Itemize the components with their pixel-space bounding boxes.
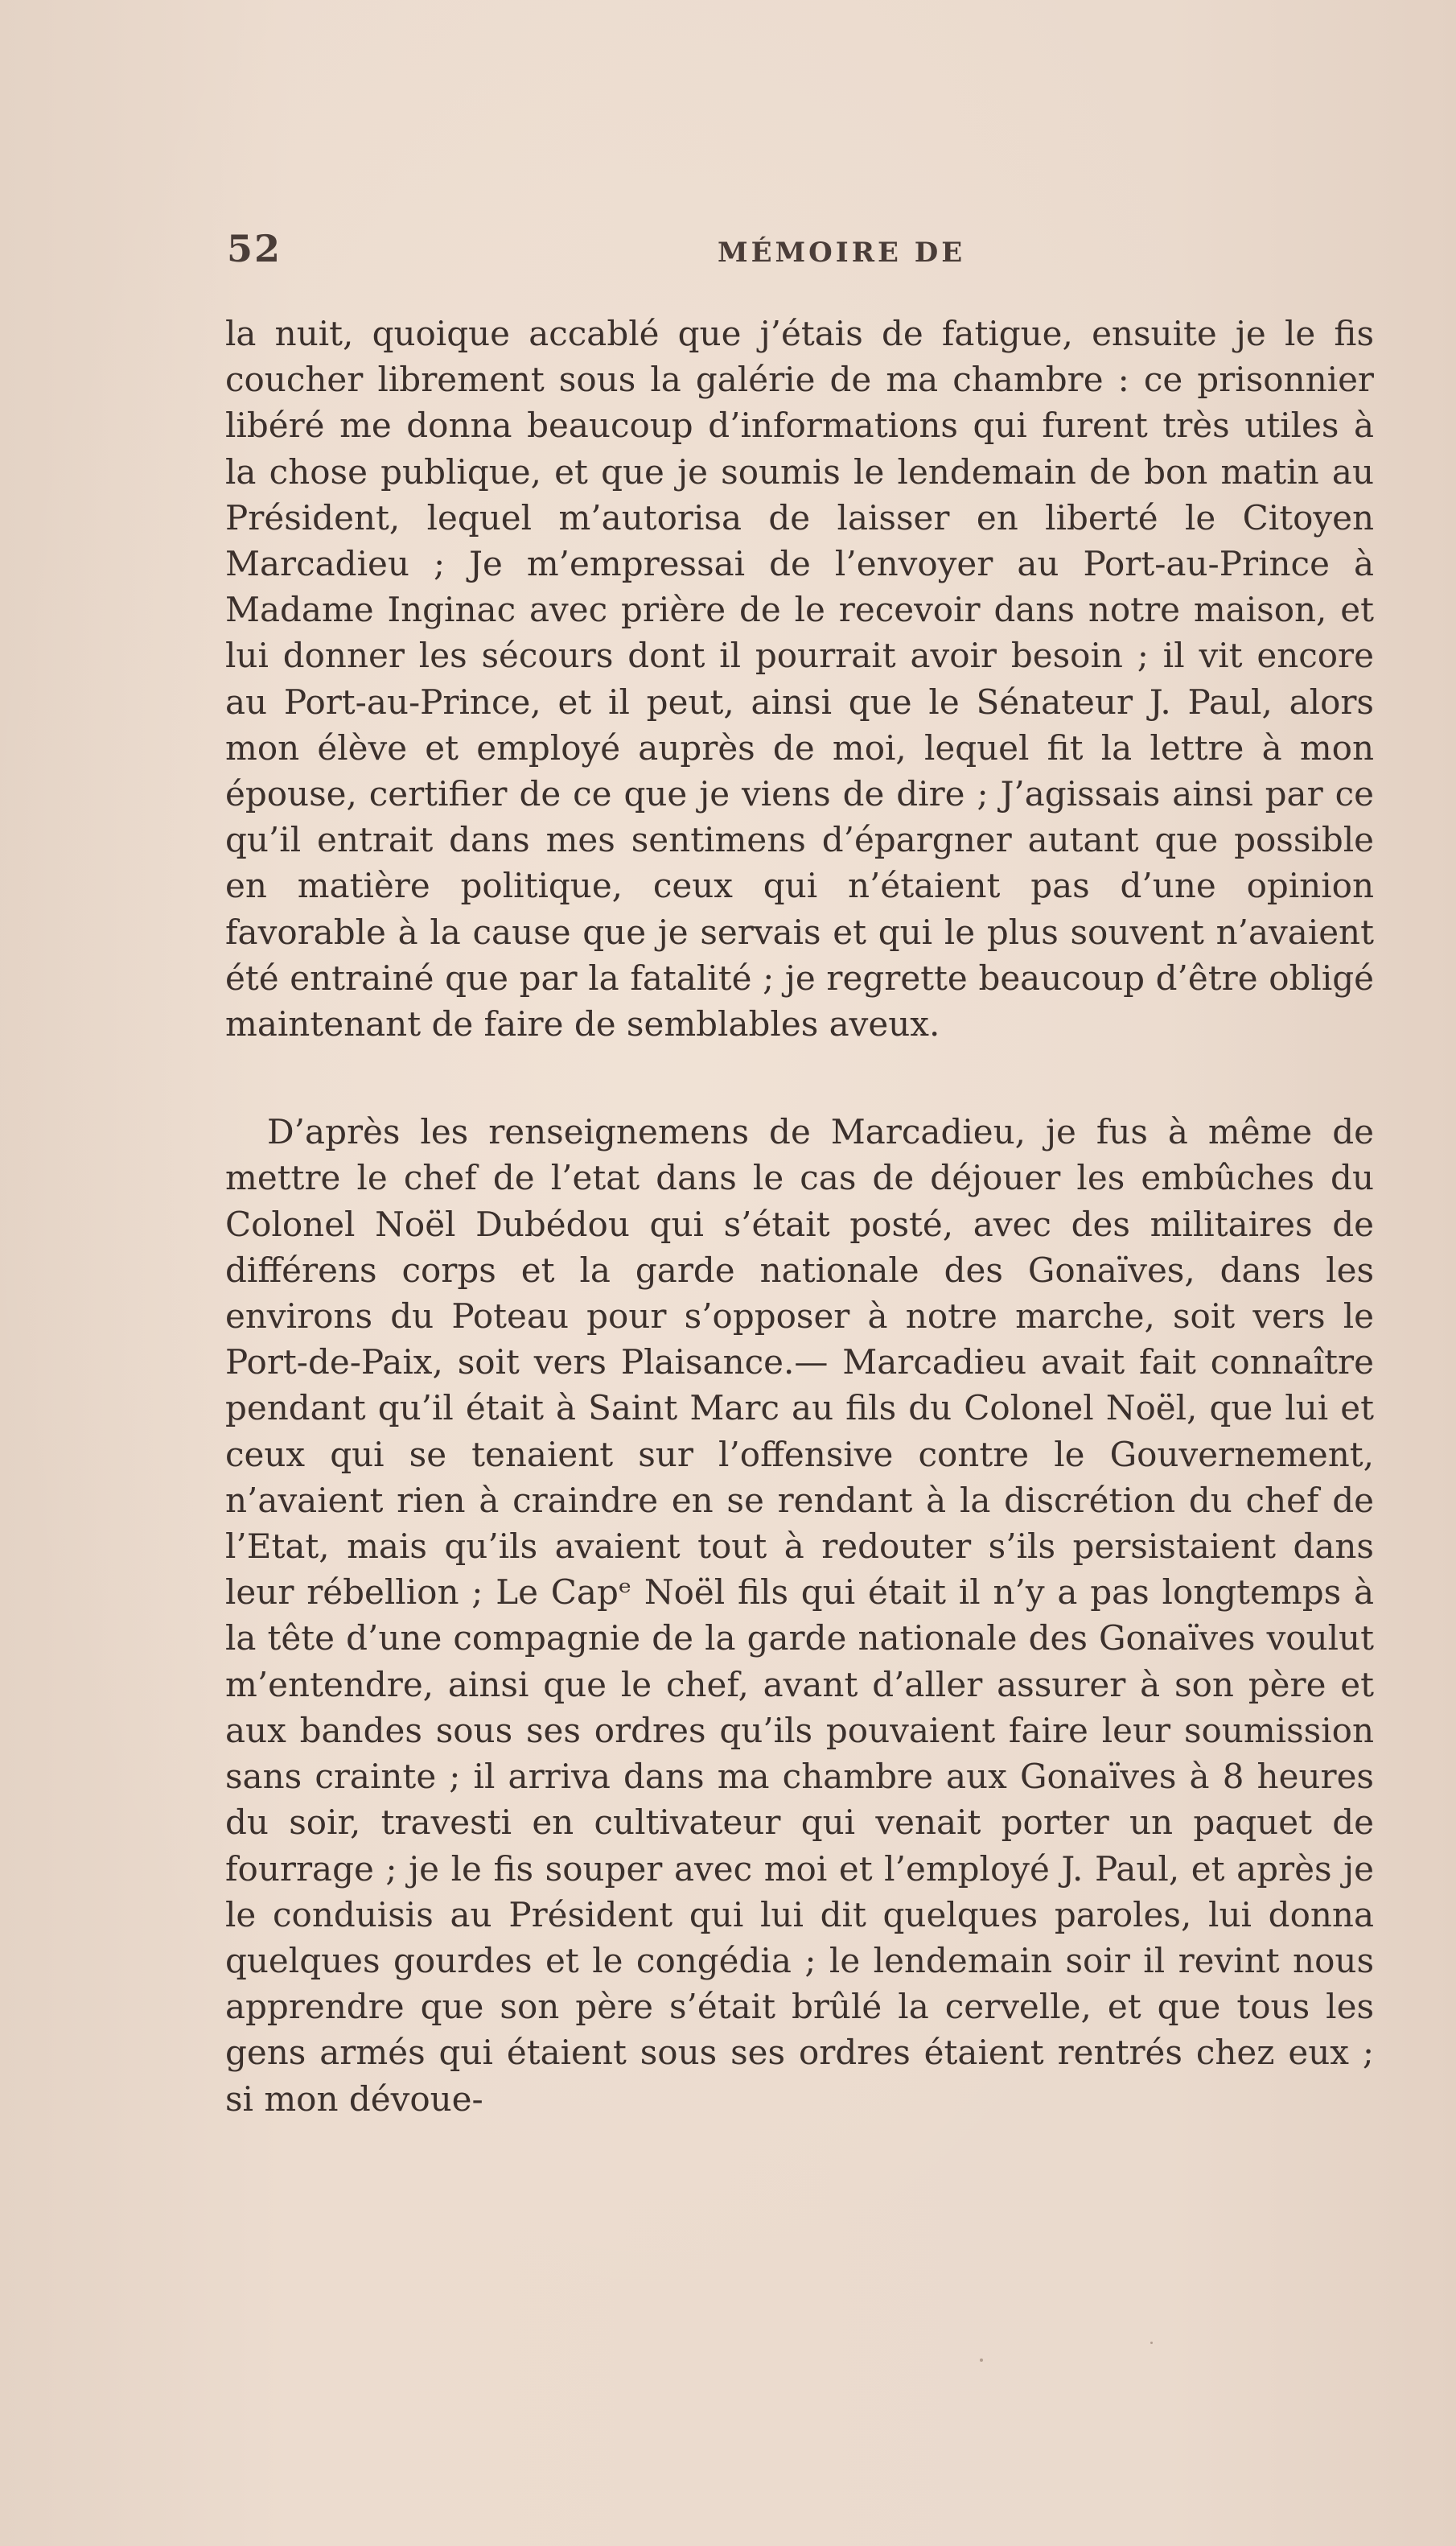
paper-speck bbox=[1150, 2342, 1153, 2344]
running-head: MÉMOIRE DE bbox=[718, 237, 966, 269]
paragraph-2: D’après les renseignemens de Marcadieu, je fus à même de mettre le chef de l’etat dans le cas de déjouer les embûches du Colonel Noël Dubédou qui s’était posté, avec des militaires de différens corps et la garde nationale des Gonaïves, dans les environs du Poteau pour s’opposer à notre marche, soit vers le Port-de-Paix, soit vers Plaisance.— Marcadieu avait fait connaître pendant qu’il était à Saint Marc au fils du Colonel Noël, que lui et ceux qui se tenaient sur l’offensive contre le Gouvernement, n’avaient rien à craindre en se rendant à la discrétion du chef de l’Etat, mais qu’ils avaient tout à redouter s’ils persistaient dans leur rébellion ; Le Capᵉ Noël fils qui était il n’y a pas longtemps à la tête d’une compagnie de la garde nationale des Gonaïves voulut m’entendre, ainsi que le chef, avant d’aller assurer à son père et aux bandes sous ses ordres qu’ils pouvaient faire leur soumission sans crainte ; il arriva dans ma chambre aux Gonaïves à 8 heures du soir, travesti en cultivateur qui venait porter un paquet de fourrage ; je le fis souper avec moi et l’employé J. Paul, et après je le conduisis au Président qui lui dit quelques paroles, lui donna quelques gourdes et le congédia ; le lendemain soir il revint nous apprendre que son père s’était brûlé la cervelle, et que tous les gens armés qui étaient sous ses ordres étaient rentrés chez eux ; si mon dévoue- bbox=[225, 1112, 1374, 2119]
paragraph-gap bbox=[225, 1047, 1374, 1109]
paragraph-1: la nuit, quoique accablé que j’étais de fatigue, ensuite je le fis coucher librement sous la galérie de ma chambre : ce prisonnier libéré me donna beaucoup d’informations qui furent très utiles à la chose publique, et que je soumis le lendemain de bon matin au Président, lequel m’autorisa de laisser en liberté le Citoyen Marcadieu ; Je m’empressai de l’envoyer au Port-au-Prince à Madame Inginac avec prière de le recevoir dans notre maison, et lui donner les sécours dont il pourrait avoir besoin ; il vit encore au Port-au-Prince, et il peut, ainsi que le Sénateur J. Paul, alors mon élève et employé auprès de moi, lequel fit la lettre à mon épouse, certifier de ce que je viens de dire ; J’agissais ainsi par ce qu’il entrait dans mes sentimens d’épargner autant que possible en matière politique, ceux qui n’étaient pas d’une opinion favorable à la cause que je servais et qui le plus souvent n’avaient été entrainé que par la fatalité ; je regrette beaucoup d’être obligé maintenant de faire de semblables aveux. bbox=[225, 314, 1374, 1044]
paper-speck bbox=[980, 2359, 983, 2362]
body-text bbox=[225, 311, 1374, 2122]
page-header bbox=[227, 227, 1385, 275]
page-number: 52 bbox=[227, 227, 282, 270]
